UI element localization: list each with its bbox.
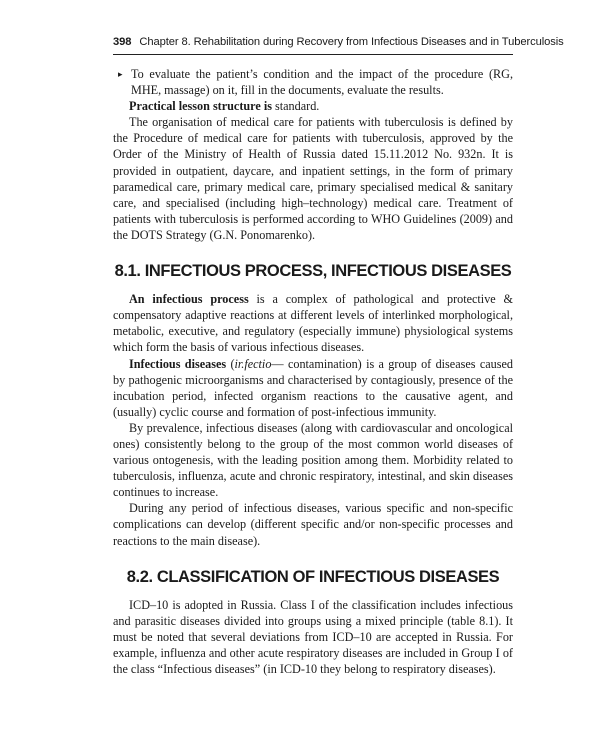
lesson-structure-label: Practical lesson structure is	[129, 99, 272, 114]
page-number: 398	[113, 36, 132, 48]
bullet-item	[113, 66, 513, 98]
triangle-bullet-icon: ▸	[118, 69, 123, 79]
book-page	[113, 34, 564, 677]
organisation-paragraph: The organisation of medical care for patients with tuberculosis is defined by the Procedure of medical care for patients with tuberculosis, approved by the Order of the Ministry of Health of Russia dated 15.11.2012 No. 932n. It is provided in outpatient, daycare, and inpatient settings, in the form of primary paramedical care, primary medical care, primary specialised medical & sanitary care, and specialised (including high–technology) medical care. Treatment of patients with tuberculosis is performed according to WHO Guidelines (2009) and the DOTS Strategy (G.N. Ponomarenko).	[113, 115, 513, 242]
paren-open: (	[226, 356, 235, 371]
running-header	[113, 34, 564, 55]
lesson-structure-line	[113, 98, 513, 114]
term-infectious-process: An infectious process	[129, 292, 249, 307]
latin-term: ir.fectio	[234, 356, 272, 371]
infectious-process-paragraph	[113, 291, 513, 355]
section-heading-8-1: 8.1. INFECTIOUS PROCESS, INFECTIOUS DISEASES	[114, 262, 512, 281]
infectious-diseases-paragraph	[113, 356, 513, 420]
chapter-title: Chapter 8. Rehabilitation during Recovery from Infectious Diseases and in Tuberculosis	[139, 36, 564, 48]
lesson-structure-value: standard.	[271, 99, 320, 114]
complications-paragraph: During any period of infectious diseases, various specific and non-specific complications can develop (different specific and/or non-specific processes and reactions to the main disease).	[113, 501, 513, 548]
icd-paragraph: ICD–10 is adopted in Russia. Class I of the classification includes infectious and parasitic diseases divided into groups using a mixed principle (table 8.1). It must be noted that several deviations from ICD–10 are accepted in Russia. For example, influenza and other acute respiratory diseases are included in Group I of the class “Infectious diseases” (in ICD-10 they belong to respiratory diseases).	[113, 597, 513, 677]
prevalence-paragraph: By prevalence, infectious diseases (along with cardiovascular and oncological ones) consistently belong to the group of the most common world diseases of various ontogenesis, with the leading position among them. Morbidity related to tuberculosis, influenza, acute and chronic respiratory, intestinal, and skin diseases continues to increase.	[113, 420, 513, 500]
infectious-diseases-definition: — contamination) is a group of diseases caused by pathogenic microorganisms and characterised by contagiously, presence of the incubation period, infected organism reactions to the causative agent, and (usually) cyclic course and formation of post-infectious immunity.	[113, 356, 514, 419]
page-body	[113, 66, 513, 677]
bullet-text: To evaluate the patient’s condition and the impact of the procedure (RG, MHE, massage) on it, fill in the documents, evaluate the results.	[131, 67, 513, 98]
term-infectious-diseases: Infectious diseases	[129, 356, 227, 371]
infectious-process-definition: is a complex of pathological and protective & compensatory adaptive reactions at different levels of interlinked morphological, metabolic, executive, and regulatory (especially immune) physiological systems which form the basis of various infectious diseases.	[113, 292, 514, 355]
section-heading-8-2: 8.2. CLASSIFICATION OF INFECTIOUS DISEASES	[126, 567, 500, 586]
